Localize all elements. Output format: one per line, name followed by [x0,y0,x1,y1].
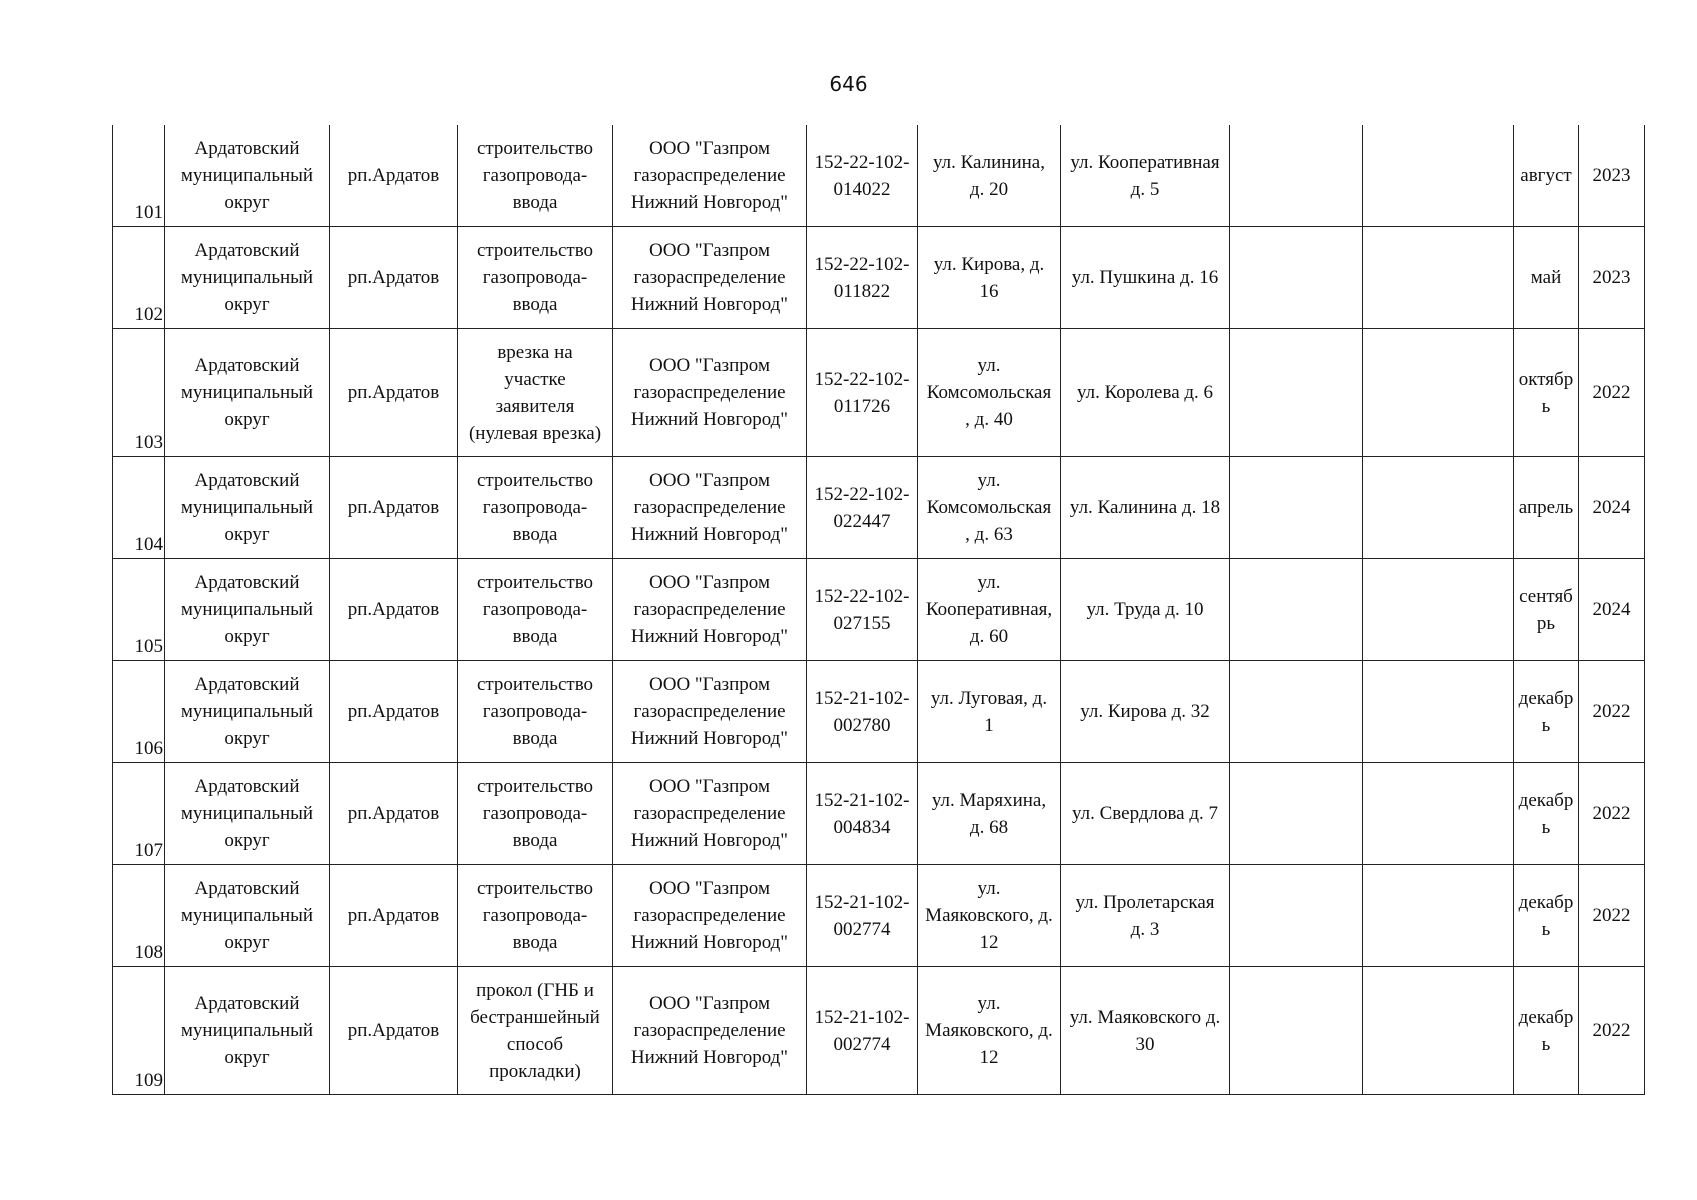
work-type-cell-line: строительство [476,878,594,899]
table-row [113,227,1645,329]
application-code-cell [807,227,918,329]
address-to-cell [1061,227,1230,329]
district-cell [165,457,330,559]
work-type-cell [458,967,613,1095]
address-to-cell-line: ул. Кооперативная [1070,151,1220,173]
settlement-cell: рп.Ардатов [330,763,458,865]
settlement-cell: рп.Ардатов [330,227,458,329]
work-type-cell-line: строительство [476,240,594,261]
organization-cell-line: Нижний Новгород" [630,524,789,545]
empty-cell [1363,559,1514,661]
organization-cell [613,865,807,967]
address-from-cell-line: 12 [979,932,999,953]
work-type-cell [458,661,613,763]
district-cell-line: Ардатовский [194,674,300,695]
organization-cell-line: Нижний Новгород" [630,932,789,953]
organization-cell-line: Нижний Новгород" [630,294,789,315]
work-type-cell-line: строительство [476,776,594,797]
address-from-cell [918,763,1061,865]
month-cell [1514,967,1579,1095]
organization-cell-line: газораспределение [633,701,786,722]
month-cell-line: октябр [1518,368,1574,390]
application-code-cell [807,329,918,457]
empty-cell [1363,329,1514,457]
address-from-cell [918,967,1061,1095]
month-cell-line: ь [1541,918,1551,940]
district-cell-line: Ардатовский [194,138,300,159]
month-cell-line: апрель [1518,497,1574,518]
work-type-cell-line: ввода [512,830,558,851]
row-number: 108 [113,865,165,967]
work-type-cell [458,457,613,559]
month-cell [1514,865,1579,967]
address-from-cell-line: ул. [977,572,1001,593]
work-type-cell-line: газопровода- [482,701,588,722]
empty-cell [1363,125,1514,227]
organization-cell-line: газораспределение [633,1020,786,1041]
empty-cell [1363,865,1514,967]
application-code-cell [807,559,918,661]
month-cell-line: август [1520,165,1572,186]
address-from-cell-line: Комсомольская [926,497,1052,518]
application-code-cell-line: 002780 [833,714,891,736]
work-type-cell-line: ввода [512,524,558,545]
row-number: 103 [113,329,165,457]
organization-cell [613,227,807,329]
district-cell-line: округ [224,830,270,851]
month-cell [1514,763,1579,865]
empty-cell [1230,865,1363,967]
address-from-cell-line: д. 20 [969,178,1009,200]
work-type-cell [458,865,613,967]
table-row [113,329,1645,457]
year-cell: 2024 [1579,457,1645,559]
address-to-cell [1061,661,1230,763]
month-cell [1514,227,1579,329]
address-from-cell-line: ул. Луговая, д. [930,687,1048,709]
address-from-cell-line: Маяковского, д. [925,1020,1053,1041]
district-cell-line: муниципальный [180,165,314,186]
empty-cell [1230,661,1363,763]
empty-cell [1230,227,1363,329]
address-from-cell-line: Кооперативная, [925,599,1053,620]
district-cell [165,661,330,763]
district-cell-line: округ [224,932,270,953]
organization-cell-line: Нижний Новгород" [630,830,789,851]
address-to-cell [1061,559,1230,661]
district-cell-line: Ардатовский [194,878,300,899]
year-cell: 2022 [1579,967,1645,1095]
district-cell-line: муниципальный [180,267,314,288]
work-type-cell-line: участке [504,368,566,390]
empty-cell [1230,967,1363,1095]
work-type-cell-line: газопровода- [482,599,588,620]
table-row [113,125,1645,227]
work-type-cell-line: ввода [512,932,558,953]
settlement-cell: рп.Ардатов [330,661,458,763]
table-row [113,865,1645,967]
application-code-cell-line: 004834 [833,816,891,838]
application-code-cell-line: 002774 [833,918,891,940]
year-cell: 2022 [1579,763,1645,865]
empty-cell [1363,763,1514,865]
year-cell: 2023 [1579,125,1645,227]
address-from-cell-line: 12 [979,1047,999,1068]
table-row [113,559,1645,661]
year-cell: 2022 [1579,661,1645,763]
work-type-cell-line: заявителя [495,395,575,417]
organization-cell-line: газораспределение [633,382,786,403]
address-from-cell-line: ул. Кирова, д. [933,253,1045,275]
month-cell-line: декабр [1518,687,1574,709]
application-code-cell-line: 152-22-102- [814,151,910,173]
application-code-cell-line: 152-22-102- [814,253,910,275]
address-from-cell-line: Комсомольская [926,382,1052,403]
organization-cell-line: газораспределение [633,267,786,288]
settlement-cell: рп.Ардатов [330,457,458,559]
work-type-cell [458,559,613,661]
address-from-cell [918,865,1061,967]
table-row [113,763,1645,865]
district-cell-line: округ [224,1047,270,1068]
row-number: 109 [113,967,165,1095]
address-from-cell-line: 1 [984,714,994,736]
application-code-cell-line: 152-22-102- [814,483,910,505]
application-code-cell [807,457,918,559]
address-from-cell-line: , д. 40 [965,409,1013,430]
work-type-cell [458,227,613,329]
address-to-cell-line: д. 5 [1130,178,1160,200]
organization-cell-line: ООО "Газпром [649,572,770,593]
row-number: 106 [113,661,165,763]
district-cell-line: округ [224,294,270,315]
organization-cell-line: ООО "Газпром [649,993,770,1014]
address-from-cell-line: , д. 63 [965,524,1013,545]
work-type-cell-line: ввода [512,192,558,213]
address-to-cell-line: ул. Пролетарская [1075,891,1215,913]
district-cell-line: округ [224,409,270,430]
application-code-cell-line: 022447 [833,510,891,532]
year-cell: 2023 [1579,227,1645,329]
organization-cell [613,763,807,865]
address-to-cell-line: д. 3 [1130,918,1160,940]
organization-cell [613,559,807,661]
address-from-cell-line: д. 68 [969,816,1009,838]
organization-cell-line: ООО "Газпром [649,878,770,899]
district-cell-line: Ардатовский [194,355,300,376]
address-to-cell [1061,865,1230,967]
month-cell-line: декабр [1518,789,1574,811]
row-number: 105 [113,559,165,661]
address-from-cell-line: ул. Маряхина, [931,789,1047,811]
district-cell [165,763,330,865]
application-code-cell [807,763,918,865]
organization-cell-line: ООО "Газпром [649,470,770,491]
organization-cell [613,125,807,227]
district-cell-line: муниципальный [180,905,314,926]
organization-cell-line: ООО "Газпром [649,240,770,261]
organization-cell-line: газораспределение [633,599,786,620]
district-cell-line: Ардатовский [194,470,300,491]
organization-cell-line: ООО "Газпром [649,138,770,159]
application-code-cell-line: 011822 [833,280,891,302]
month-cell-line: ь [1541,714,1551,736]
address-to-cell-line: ул. Свердлова д. 7 [1071,803,1219,824]
work-type-cell-line: строительство [476,674,594,695]
district-cell [165,125,330,227]
month-cell-line: декабр [1518,891,1574,913]
organization-cell-line: Нижний Новгород" [630,1047,789,1068]
district-cell-line: Ардатовский [194,993,300,1014]
district-cell-line: муниципальный [180,382,314,403]
month-cell-line: ь [1541,1033,1551,1055]
month-cell-line: сентяб [1519,585,1573,607]
address-to-cell [1061,329,1230,457]
district-cell [165,967,330,1095]
district-cell-line: муниципальный [180,701,314,722]
year-cell: 2022 [1579,865,1645,967]
year-cell: 2022 [1579,329,1645,457]
empty-cell [1363,227,1514,329]
month-cell-line: ь [1541,816,1551,838]
application-code-cell-line: 027155 [833,612,891,634]
address-from-cell [918,329,1061,457]
application-code-cell-line: 152-22-102- [814,368,910,390]
address-from-cell-line: 16 [979,280,999,302]
work-type-cell [458,125,613,227]
work-type-cell-line: ввода [512,294,558,315]
district-cell-line: округ [224,728,270,749]
application-code-cell-line: 002774 [833,1033,891,1055]
month-cell-line: ь [1541,395,1551,417]
organization-cell-line: Нижний Новгород" [630,409,789,430]
month-cell-line: рь [1536,612,1556,634]
month-cell [1514,559,1579,661]
organization-cell-line: ООО "Газпром [649,355,770,376]
application-code-cell-line: 152-21-102- [814,789,910,811]
address-from-cell-line: ул. Калинина, [932,151,1045,173]
district-cell-line: округ [224,524,270,545]
row-number: 107 [113,763,165,865]
application-code-cell-line: 152-21-102- [814,1006,910,1028]
address-to-cell-line: 30 [1135,1033,1155,1055]
address-from-cell-line: ул. [977,993,1001,1014]
work-type-cell-line: врезка на [497,341,573,363]
empty-cell [1363,661,1514,763]
work-type-cell-line: прокол (ГНБ и [476,979,594,1001]
empty-cell [1363,967,1514,1095]
empty-cell [1363,457,1514,559]
address-to-cell-line: ул. Кирова д. 32 [1080,701,1210,722]
district-cell-line: округ [224,192,270,213]
address-to-cell [1061,125,1230,227]
work-type-cell-line: газопровода- [482,803,588,824]
organization-cell-line: Нижний Новгород" [630,192,789,213]
month-cell [1514,329,1579,457]
address-to-cell-line: ул. Пушкина д. 16 [1071,267,1219,288]
organization-cell [613,329,807,457]
empty-cell [1230,329,1363,457]
application-code-cell-line: 152-21-102- [814,687,910,709]
settlement-cell: рп.Ардатов [330,559,458,661]
address-from-cell-line: Маяковского, д. [925,905,1053,926]
district-cell [165,227,330,329]
work-type-cell-line: ввода [512,626,558,647]
organization-cell-line: газораспределение [633,803,786,824]
work-type-cell-line: способ [506,1033,564,1055]
district-cell-line: муниципальный [180,1020,314,1041]
work-type-cell-line: бестраншейный [470,1006,600,1028]
empty-cell [1230,559,1363,661]
month-cell [1514,457,1579,559]
work-type-cell-line: ввода [512,728,558,749]
month-cell [1514,125,1579,227]
empty-cell [1230,125,1363,227]
address-to-cell [1061,763,1230,865]
address-to-cell [1061,457,1230,559]
address-from-cell [918,227,1061,329]
work-type-cell-line: газопровода- [482,905,588,926]
row-number: 102 [113,227,165,329]
row-number: 104 [113,457,165,559]
application-code-cell-line: 152-22-102- [814,585,910,607]
district-cell-line: Ардатовский [194,776,300,797]
address-to-cell [1061,967,1230,1095]
application-code-cell-line: 011726 [833,395,891,417]
address-from-cell-line: ул. [977,470,1001,491]
address-from-cell [918,559,1061,661]
settlement-cell: рп.Ардатов [330,865,458,967]
empty-cell [1230,457,1363,559]
work-type-cell [458,329,613,457]
organization-cell [613,457,807,559]
organization-cell-line: Нижний Новгород" [630,728,789,749]
work-type-cell-line: строительство [476,138,594,159]
table-row [113,661,1645,763]
district-cell-line: округ [224,626,270,647]
organization-cell-line: ООО "Газпром [649,776,770,797]
address-from-cell [918,457,1061,559]
application-code-cell [807,865,918,967]
organization-cell-line: газораспределение [633,497,786,518]
work-type-cell [458,763,613,865]
work-type-cell-line: прокладки) [489,1060,581,1082]
application-code-cell [807,661,918,763]
address-to-cell-line: ул. Труда д. 10 [1086,599,1204,620]
address-from-cell-line: ул. [977,355,1001,376]
work-type-cell-line: строительство [476,470,594,491]
settlement-cell: рп.Ардатов [330,329,458,457]
work-type-cell-line: газопровода- [482,497,588,518]
settlement-cell: рп.Ардатов [330,125,458,227]
district-cell-line: муниципальный [180,599,314,620]
organization-cell-line: газораспределение [633,165,786,186]
district-cell-line: муниципальный [180,803,314,824]
month-cell [1514,661,1579,763]
organization-cell-line: Нижний Новгород" [630,626,789,647]
organization-cell [613,661,807,763]
district-cell-line: Ардатовский [194,240,300,261]
month-cell-line: декабр [1518,1006,1574,1028]
work-type-cell-line: газопровода- [482,165,588,186]
month-cell-line: май [1530,267,1562,288]
table-row [113,967,1645,1095]
work-type-cell-line: газопровода- [482,267,588,288]
gas-connection-table [112,125,1645,1095]
address-to-cell-line: ул. Маяковского д. [1069,1006,1221,1028]
district-cell-line: муниципальный [180,497,314,518]
district-cell [165,559,330,661]
address-from-cell [918,125,1061,227]
work-type-cell-line: (нулевая врезка) [468,422,602,444]
application-code-cell-line: 152-21-102- [814,891,910,913]
application-code-cell [807,125,918,227]
district-cell-line: Ардатовский [194,572,300,593]
district-cell [165,865,330,967]
table-row [113,457,1645,559]
address-to-cell-line: ул. Королева д. 6 [1076,382,1214,403]
address-from-cell-line: д. 60 [969,626,1009,647]
page-number: 646 [829,72,868,96]
row-number: 101 [113,125,165,227]
district-cell [165,329,330,457]
organization-cell-line: ООО "Газпром [649,674,770,695]
application-code-cell-line: 014022 [833,178,891,200]
organization-cell-line: газораспределение [633,905,786,926]
year-cell: 2024 [1579,559,1645,661]
application-code-cell [807,967,918,1095]
address-from-cell-line: ул. [977,878,1001,899]
settlement-cell: рп.Ардатов [330,967,458,1095]
empty-cell [1230,763,1363,865]
address-to-cell-line: ул. Калинина д. 18 [1069,497,1221,518]
organization-cell [613,967,807,1095]
address-from-cell [918,661,1061,763]
work-type-cell-line: строительство [476,572,594,593]
